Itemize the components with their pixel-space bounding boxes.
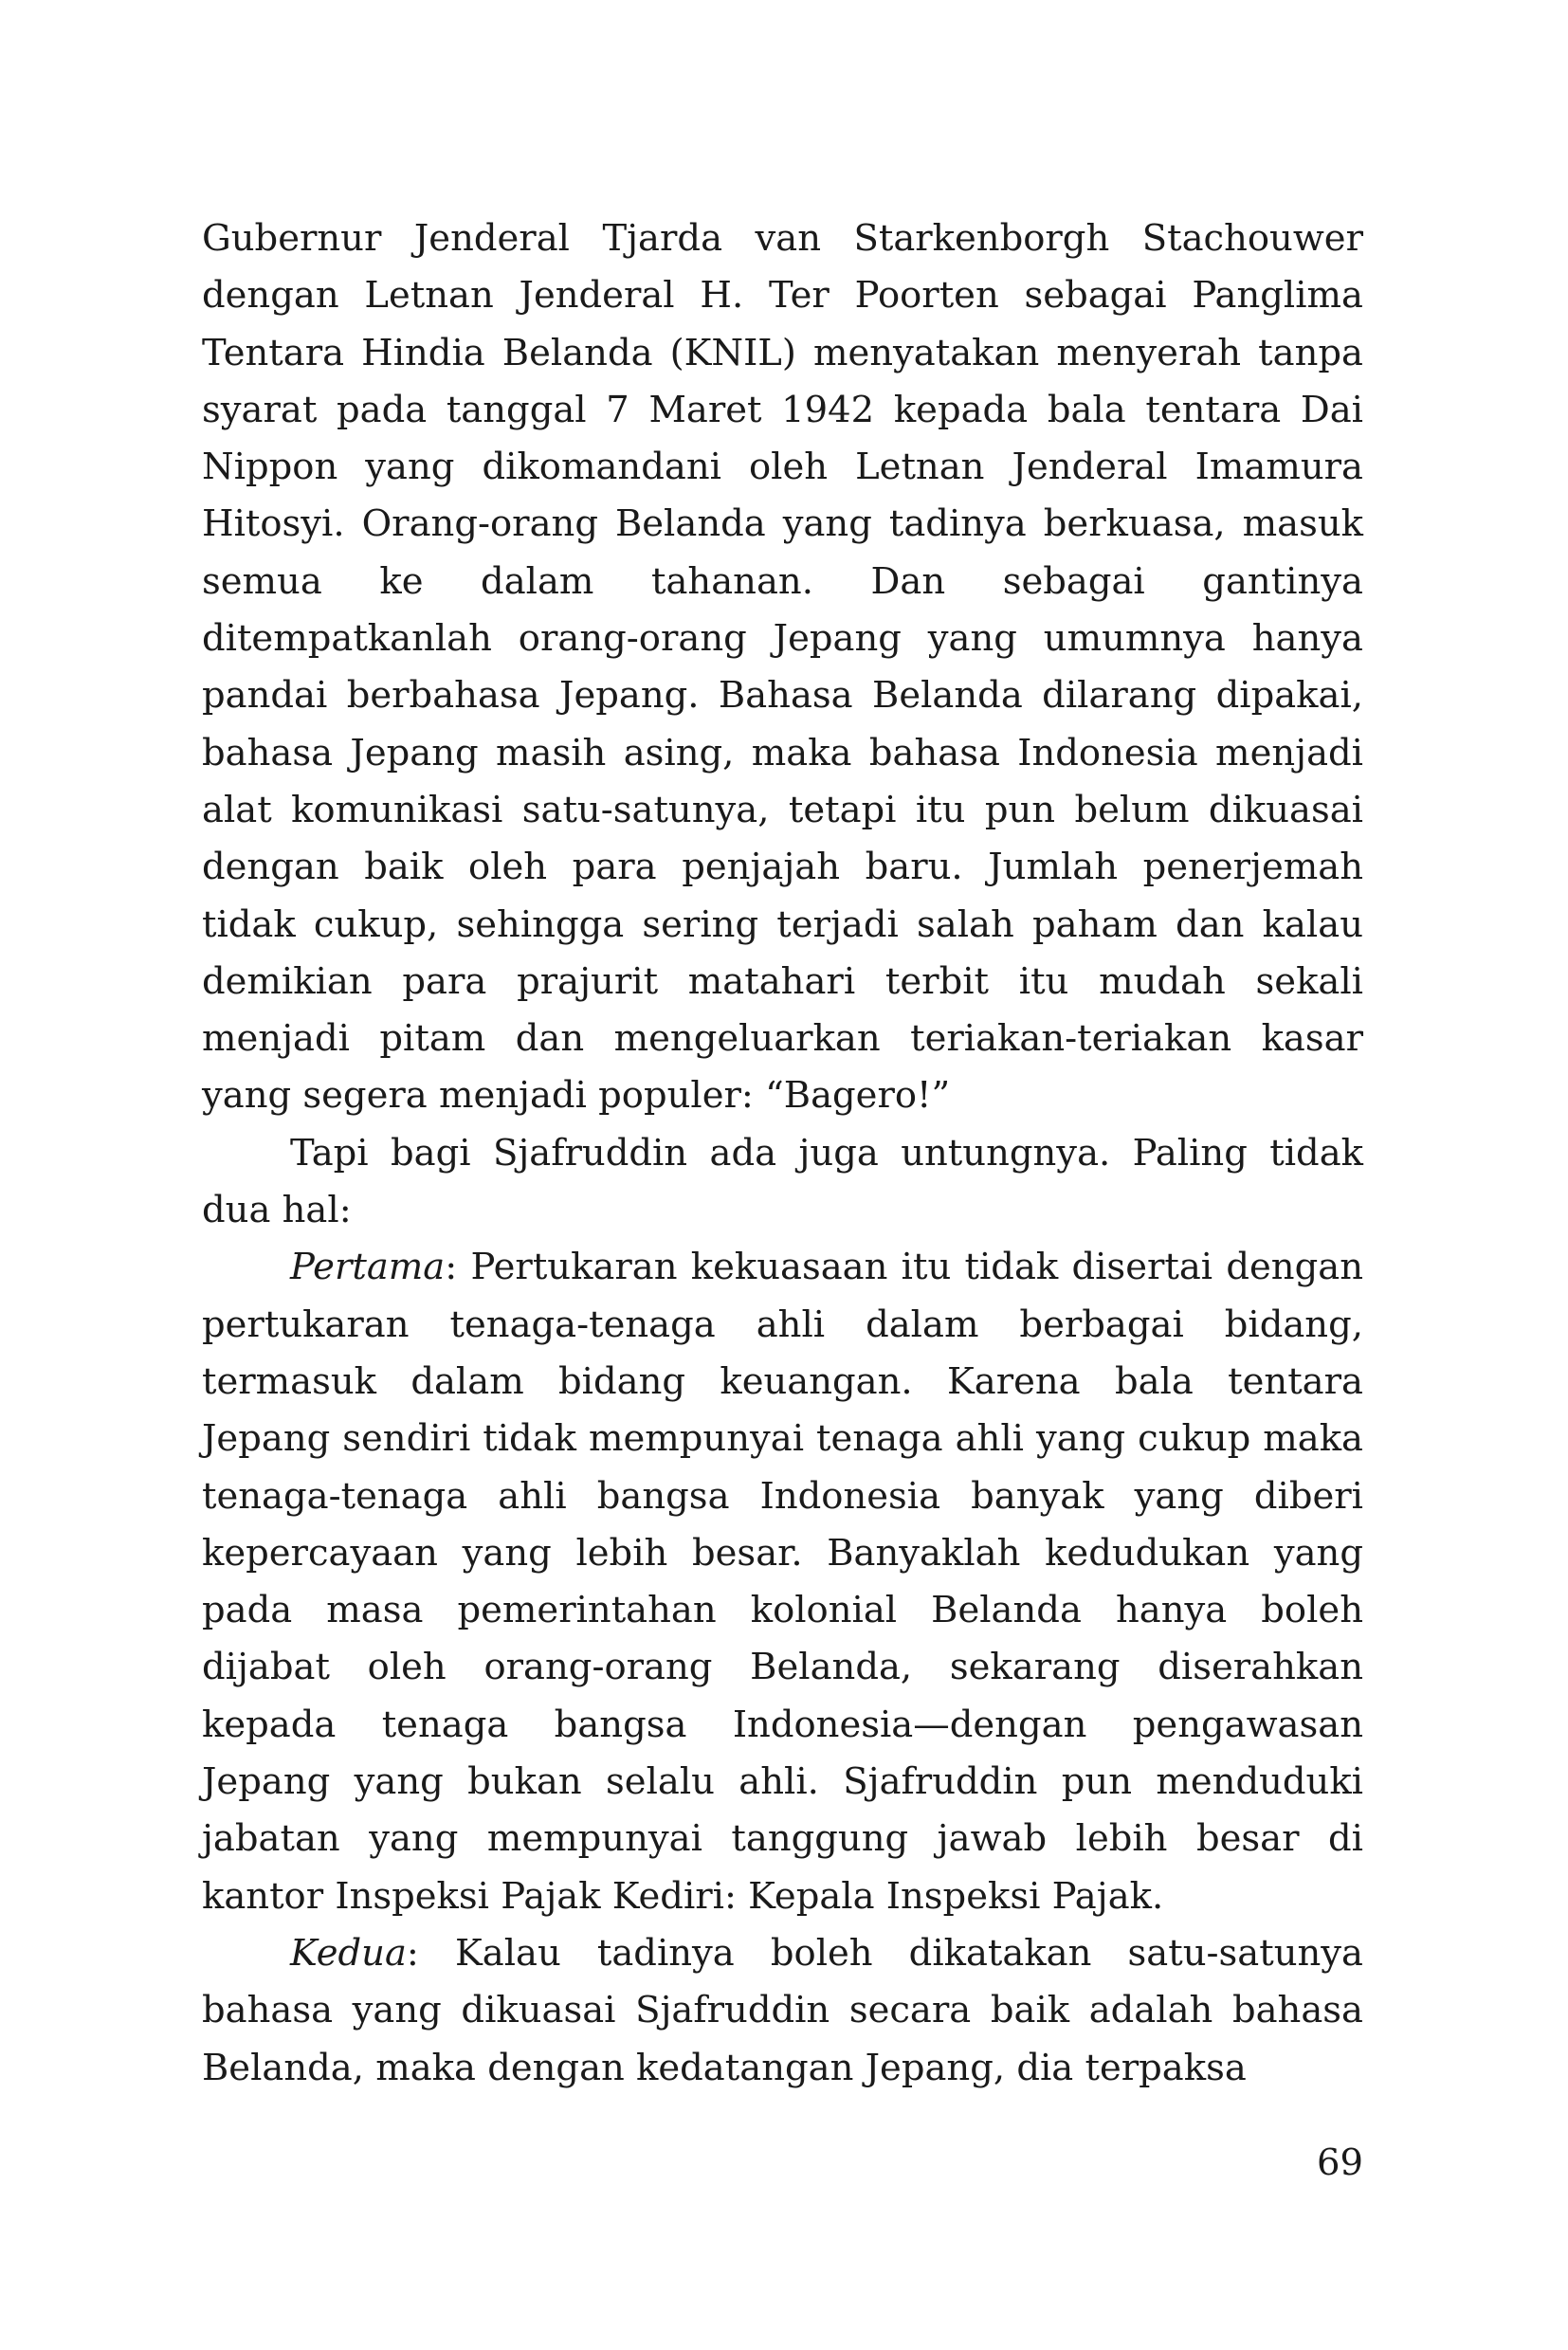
page-number: 69 [1317, 2141, 1363, 2184]
paragraph-2 [202, 1125, 1363, 1240]
paragraph-4-lead: Kedua [290, 1931, 407, 1975]
paragraph-4-text: : Kalau tadinya boleh dikatakan satu-satunya bahasa yang dikuasai Sjafruddin secara baik adalah bahasa Belanda, maka dengan kedatangan Jepang, dia terpaksa [202, 1931, 1363, 2089]
paragraph-3-lead: Pertama [290, 1246, 446, 1289]
paragraph-3 [202, 1239, 1363, 1925]
paragraph-1 [202, 210, 1363, 1125]
paragraph-3-text: : Pertukaran kekuasaan itu tidak disertai dengan pertukaran tenaga-tenaga ahli dalam berbagai bidang, termasuk dalam bidang keuangan. Karena bala tentara Jepang sendiri tidak mempunyai tenaga ahli yang cukup maka tenaga-tenaga ahli bangsa Indonesia banyak yang diberi kepercayaan yang lebih besar. Banyaklah kedudukan yang pada masa pemerintahan kolonial Belanda hanya boleh dijabat oleh orang-orang Belanda, sekarang diserahkan kepada tenaga bangsa Indonesia—dengan pengawasan Jepang yang bukan selalu ahli. Sjafruddin pun menduduki jabatan yang mempunyai tanggung jawab lebih besar di kantor Inspeksi Pajak Kediri: Kepala Inspeksi Pajak. [202, 1246, 1363, 1918]
body-text [202, 210, 1363, 2097]
paragraph-2-text: Tapi bagi Sjafruddin ada juga untungnya. Paling tidak dua hal: [202, 1131, 1363, 1232]
paragraph-1-text: Gubernur Jenderal Tjarda van Starkenborgh Stachouwer dengan Letnan Jenderal H. Ter Poorten sebagai Panglima Tentara Hindia Belanda (KNIL) menyatakan menyerah tanpa syarat pada tanggal 7 Maret 1942 kepada bala tentara Dai Nippon yang dikomandani oleh Letnan Jenderal Imamura Hitosyi. Orang-orang Belanda yang tadinya berkuasa, masuk semua ke dalam tahanan. Dan sebagai gantinya ditempatkanlah orang-orang Jepang yang umumnya hanya pandai berbahasa Jepang. Bahasa Belanda dilarang dipakai, bahasa Jepang masih asing, maka bahasa Indonesia menjadi alat komunikasi satu-satunya, tetapi itu pun belum dikuasai dengan baik oleh para penjajah baru. Jumlah penerjemah tidak cukup, sehingga sering terjadi salah paham dan kalau demikian para prajurit matahari terbit itu mudah sekali menjadi pitam dan mengeluarkan teriakan-teriakan kasar yang segera menjadi populer: “Bagero!” [202, 217, 1363, 1118]
paragraph-4 [202, 1925, 1363, 2097]
